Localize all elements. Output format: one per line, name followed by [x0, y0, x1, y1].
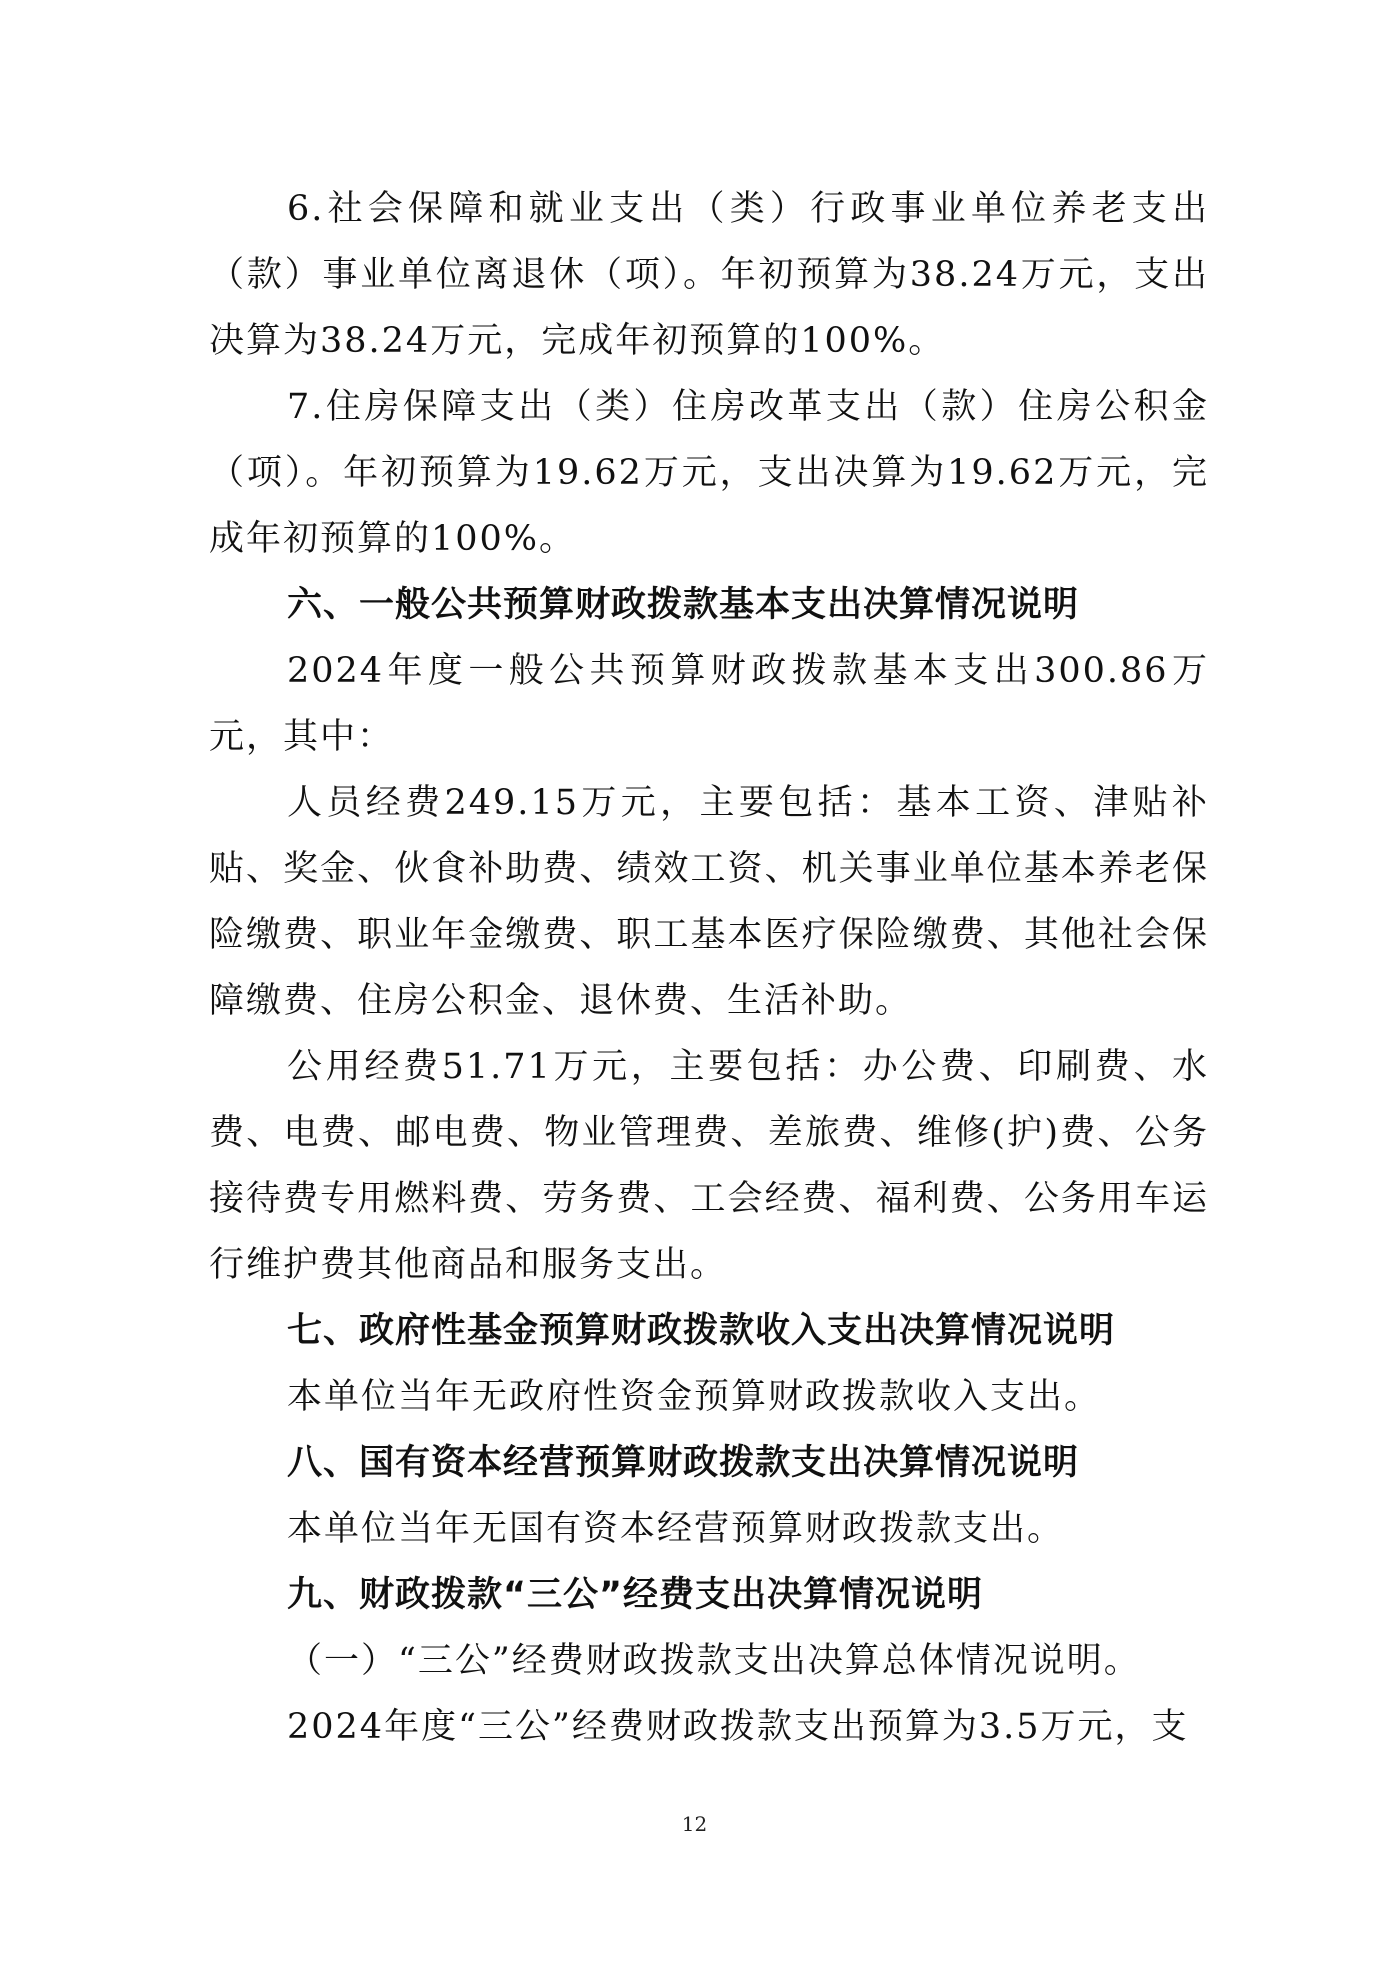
- paragraph-social-security: 6.社会保障和就业支出（类）行政事业单位养老支出（款）事业单位离退休（项）。年初预算为38.24万元，支出决算为38.24万元，完成年初预算的100%。: [209, 189, 1209, 361]
- subheading-three-public-overview: （一）“三公”经费财政拨款支出决算总体情况说明。: [287, 1641, 1141, 1681]
- paragraph-personnel-costs: 人员经费249.15万元，主要包括：基本工资、津贴补贴、奖金、伙食补助费、绩效工资、机关事业单位基本养老保险缴费、职业年金缴费、职工基本医疗保险缴费、其他社会保障缴费、住房公积金、退休费、生活补助。: [209, 783, 1209, 1021]
- heading-section-9: 九、财政拨款“三公”经费支出决算情况说明: [287, 1575, 984, 1615]
- paragraph-three-public-budget: 2024年度“三公”经费财政拨款支出预算为3.5万元，支: [287, 1707, 1189, 1747]
- paragraph-state-capital: 本单位当年无国有资本经营预算财政拨款支出。: [287, 1509, 1065, 1549]
- heading-section-7: 七、政府性基金预算财政拨款收入支出决算情况说明: [287, 1311, 1116, 1351]
- paragraph-basic-expenditure: 2024年度一般公共预算财政拨款基本支出300.86万元，其中：: [209, 651, 1209, 757]
- heading-section-6: 六、一般公共预算财政拨款基本支出决算情况说明: [287, 585, 1080, 625]
- heading-section-8: 八、国有资本经营预算财政拨款支出决算情况说明: [287, 1443, 1080, 1483]
- document-body: [209, 176, 1209, 1760]
- paragraph-housing: 7.住房保障支出（类）住房改革支出（款）住房公积金（项）。年初预算为19.62万元，支出决算为19.62万元，完成年初预算的100%。: [209, 387, 1209, 559]
- paragraph-public-costs: 公用经费51.71万元，主要包括：办公费、印刷费、水费、电费、邮电费、物业管理费、差旅费、维修(护)费、公务接待费专用燃料费、劳务费、工会经费、福利费、公务用车运行维护费其他商品和服务支出。: [209, 1047, 1209, 1285]
- paragraph-fund-budget: 本单位当年无政府性资金预算财政拨款收入支出。: [287, 1377, 1102, 1417]
- page-number: 12: [681, 1812, 708, 1836]
